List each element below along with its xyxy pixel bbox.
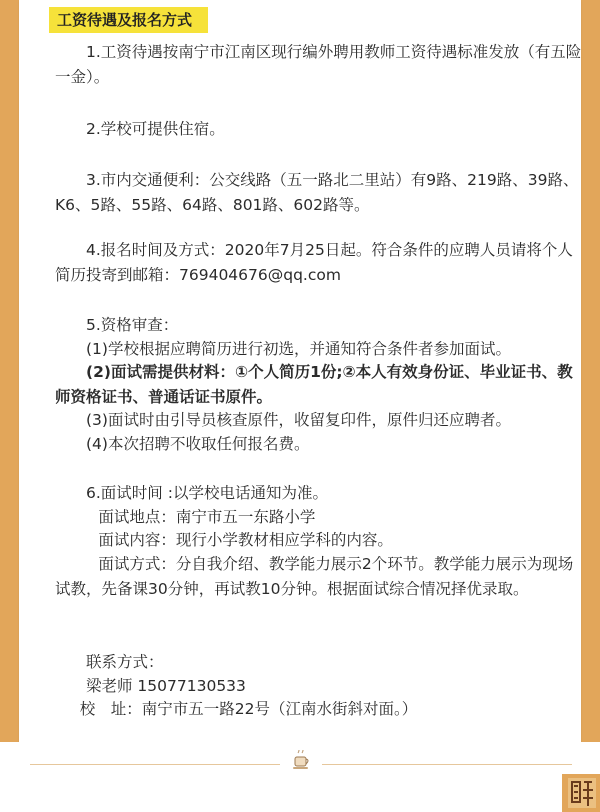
review-point-4: (4)本次招聘不收取任何报名费。 xyxy=(86,435,310,453)
contact-address: 校 址：南宁市五一路22号（江南水街斜对面。） xyxy=(79,700,418,718)
cup-icon xyxy=(290,750,312,772)
footer-divider-right xyxy=(322,764,572,765)
item-salary: 1.工资待遇按南宁市江南区现行编外聘用教师工资待遇标准发放（有五险一金）。 xyxy=(55,43,582,86)
section-title: 工资待遇及报名方式 xyxy=(49,7,208,33)
interview-content: 面试内容：现行小学教材相应学科的内容。 xyxy=(98,531,393,549)
corner-seal-icon xyxy=(562,774,600,812)
review-point-1: (1)学校根据应聘简历进行初选，并通知符合条件者参加面试。 xyxy=(86,340,511,358)
review-heading: 5.资格审查： xyxy=(86,316,179,334)
review-point-2: (2)面试需提供材料：①个人简历1份;②本人有效身份证、毕业证书、教师资格证书、普通话证书原件。 xyxy=(55,363,573,406)
footer-divider-left xyxy=(30,764,280,765)
article-card xyxy=(19,0,581,742)
contact-person: 梁老师 15077130533 xyxy=(86,677,246,695)
item-transport: 3.市内交通便利：公交线路（五一路北二里站）有9路、219路、39路、K6、5路、55路、64路、801路、602路等。 xyxy=(55,171,579,214)
interview-time: 6.面试时间 :以学校电话通知为准。 xyxy=(86,484,328,502)
footer xyxy=(0,742,600,812)
review-point-3: (3)面试时由引导员核查原件，收留复印件，原件归还应聘者。 xyxy=(86,411,511,429)
interview-location: 面试地点：南宁市五一东路小学 xyxy=(98,508,316,526)
contact-heading: 联系方式： xyxy=(86,653,164,671)
item-housing: 2.学校可提供住宿。 xyxy=(86,120,225,138)
item-registration: 4.报名时间及方式：2020年7月25日起。符合条件的应聘人员请将个人简历投寄到邮箱：769404676@qq.com xyxy=(55,241,573,284)
interview-method: 面试方式：分自我介绍、教学能力展示2个环节。教学能力展示为现场试教，先备课30分钟，再试教10分钟。根据面试综合情况择优录取。 xyxy=(55,555,574,598)
